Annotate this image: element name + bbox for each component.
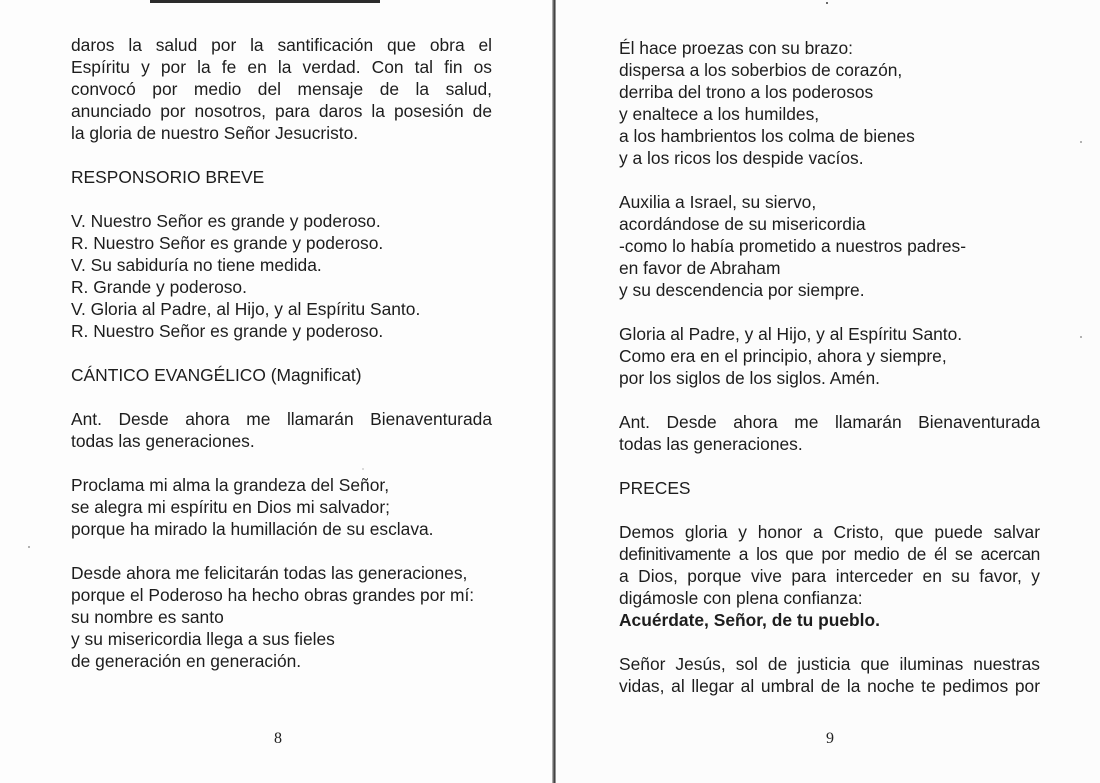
text-line: todas las generaciones.	[619, 434, 803, 454]
verse-line: porque el Poderoso ha hecho obras grandes por mí:	[71, 585, 475, 605]
text-line: convocó por medio del mensaje de la salud,	[71, 79, 492, 99]
verse-line: R. Nuestro Señor es grande y poderoso.	[71, 233, 384, 253]
verse-line: -como lo había prometido a nuestros padres-	[619, 236, 967, 256]
antiphon	[71, 408, 492, 452]
text-line: Señor Jesús, sol de justicia que iluminas nuestras	[619, 654, 1040, 674]
scan-speck	[1080, 336, 1082, 338]
page-number: 8	[274, 730, 282, 747]
verse-line: y su misericordia llega a sus fieles	[71, 629, 335, 649]
verse-line: se alegra mi espíritu en Dios mi salvador;	[71, 497, 390, 517]
scan-speck	[826, 2, 828, 4]
page-number: 9	[826, 730, 834, 747]
verse-line: V. Nuestro Señor es grande y poderoso.	[71, 211, 381, 231]
text-line: Espíritu y por la fe en la verdad. Con tal fin os	[71, 57, 492, 77]
verse-line: en favor de Abraham	[619, 258, 781, 278]
verse-line: y a los ricos los despide vacíos.	[619, 148, 864, 168]
text-line: definitivamente a los que por medio de él se acercan	[619, 544, 1040, 564]
verse-line: a los hambrientos los colma de bienes	[619, 126, 915, 146]
text-line: Ant. Desde ahora me llamarán Bienaventurada	[619, 412, 1040, 432]
antiphon	[619, 411, 1040, 455]
verse-line: R. Grande y poderoso.	[71, 277, 247, 297]
right-column	[619, 37, 1040, 697]
scan-edge	[150, 0, 380, 3]
text-line: Ant. Desde ahora me llamarán Bienaventurada	[71, 409, 492, 429]
verse-line: Auxilia a Israel, su siervo,	[619, 192, 817, 212]
preces-intro	[619, 521, 1040, 609]
text-line: Demos gloria y honor a Cristo, que puede salvar	[619, 522, 1040, 542]
text-line: digámosle con plena confianza:	[619, 588, 863, 608]
verse-line: R. Nuestro Señor es grande y poderoso.	[71, 321, 384, 341]
cantico-heading: CÁNTICO EVANGÉLICO (Magnificat)	[71, 365, 362, 385]
petition-paragraph	[619, 653, 1040, 697]
verse-line: acordándose de su misericordia	[619, 214, 866, 234]
magnificat-stanza-4	[619, 191, 1040, 301]
verse-line: porque ha mirado la humillación de su esclava.	[71, 519, 434, 539]
verse-line: Desde ahora me felicitarán todas las generaciones,	[71, 563, 468, 583]
scan-speck	[28, 546, 30, 548]
text-line: la gloria de nuestro Señor Jesucristo.	[71, 123, 359, 143]
right-page	[556, 0, 1100, 783]
text-line: daros la salud por la santificación que obra el	[71, 35, 492, 55]
text-line: vidas, al llegar al umbral de la noche te pedimos por	[619, 676, 1040, 696]
responsorio-heading: RESPONSORIO BREVE	[71, 167, 265, 187]
scan-speck	[1080, 141, 1082, 143]
scan-speck	[362, 468, 364, 470]
intro-paragraph	[71, 34, 492, 144]
verse-line: por los siglos de los siglos. Amén.	[619, 368, 880, 388]
gloria-doxology	[619, 323, 1040, 389]
verse-line: y su descendencia por siempre.	[619, 280, 865, 300]
text-line: anunciado por nosotros, para daros la posesión de	[71, 101, 492, 121]
text-line: todas las generaciones.	[71, 431, 255, 451]
verse-line: Él hace proezas con su brazo:	[619, 38, 853, 58]
verse-line: de generación en generación.	[71, 651, 302, 671]
magnificat-stanza-3	[619, 37, 1040, 169]
preces-heading: PRECES	[619, 478, 691, 498]
verse-line: y enaltece a los humildes,	[619, 104, 820, 124]
preces-response: Acuérdate, Señor, de tu pueblo.	[619, 610, 880, 630]
magnificat-stanza-2	[71, 562, 492, 672]
responsorio-block	[71, 210, 492, 342]
verse-line: su nombre es santo	[71, 607, 224, 627]
verse-line: Proclama mi alma la grandeza del Señor,	[71, 475, 390, 495]
verse-line: Como era en el principio, ahora y siempre,	[619, 346, 947, 366]
magnificat-stanza-1	[71, 474, 492, 540]
left-column	[71, 34, 492, 672]
verse-line: dispersa a los soberbios de corazón,	[619, 60, 903, 80]
verse-line: V. Gloria al Padre, al Hijo, y al Espíritu Santo.	[71, 299, 421, 319]
text-line: a Dios, porque vive para interceder en su favor, y	[619, 566, 1040, 586]
verse-line: derriba del trono a los poderosos	[619, 82, 874, 102]
verse-line: V. Su sabiduría no tiene medida.	[71, 255, 322, 275]
verse-line: Gloria al Padre, y al Hijo, y al Espíritu Santo.	[619, 324, 963, 344]
